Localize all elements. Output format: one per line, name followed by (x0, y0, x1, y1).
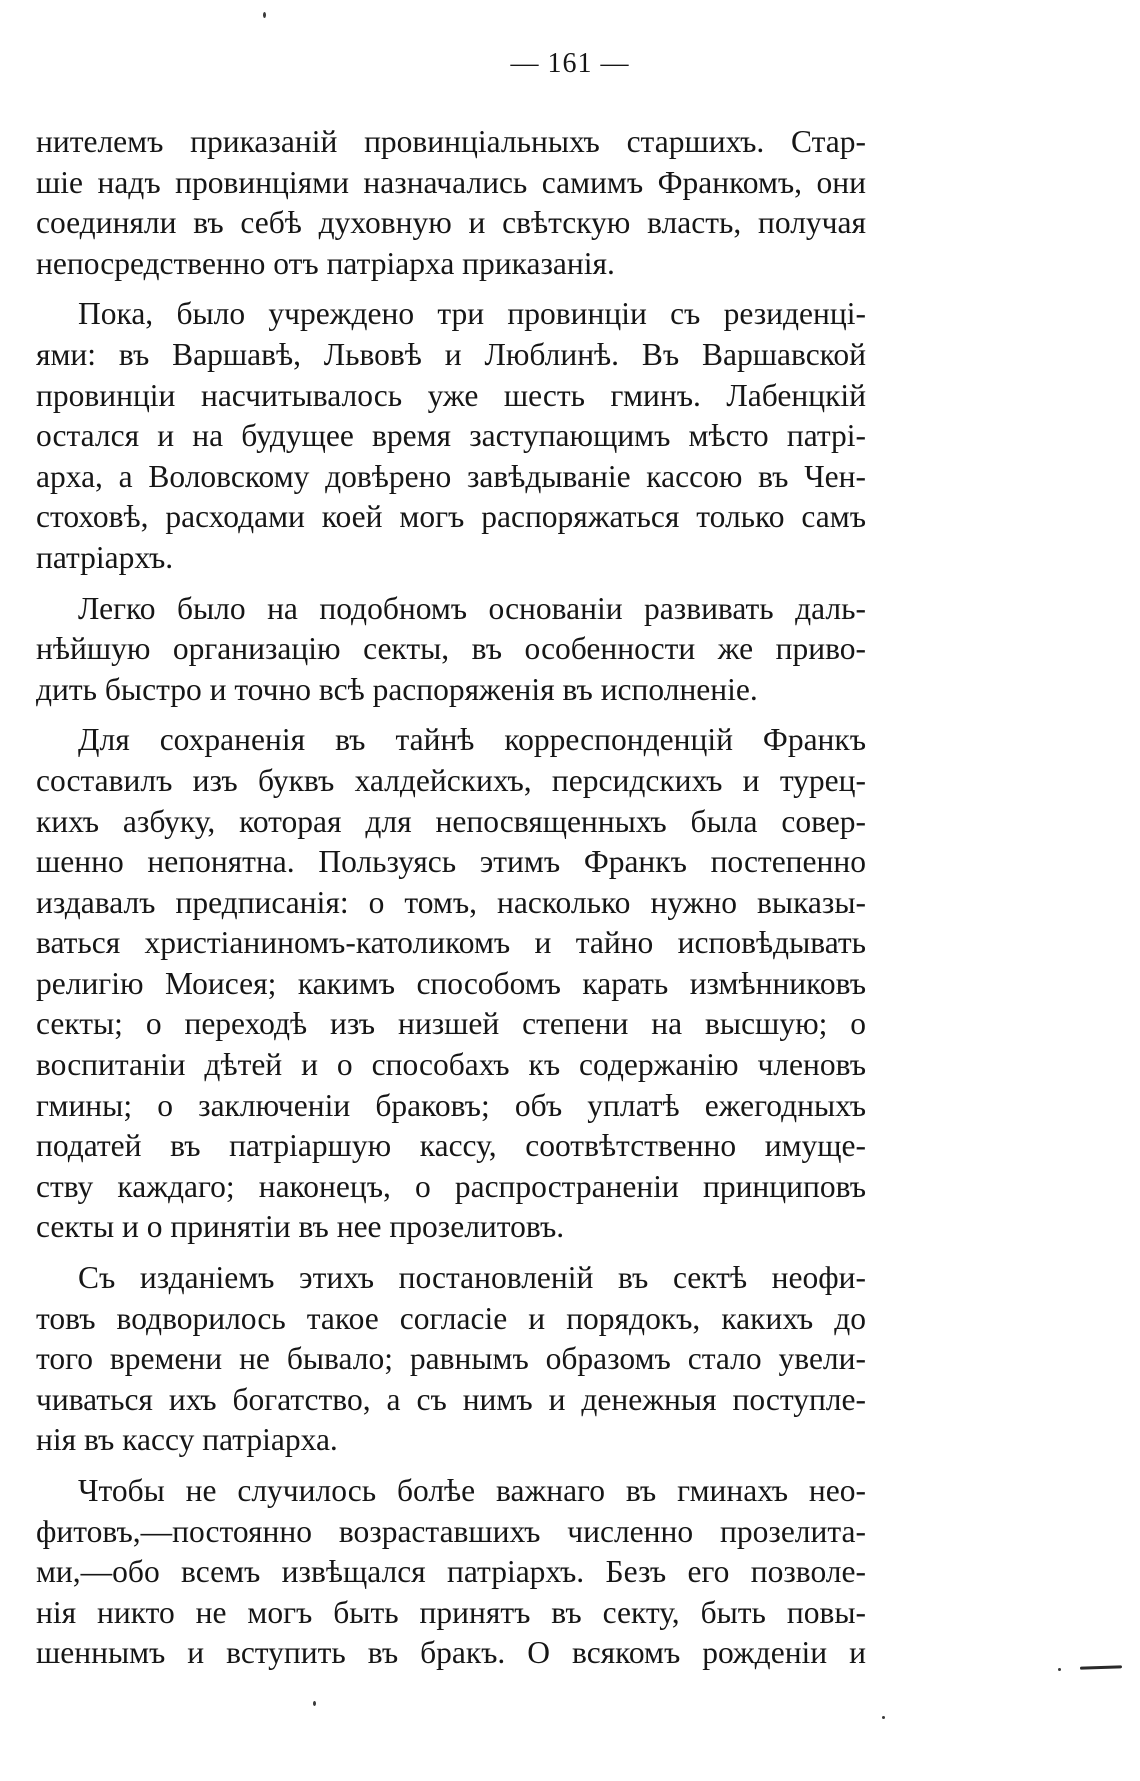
text-line: нія никто не могъ быть принятъ въ секту, быть повы- (36, 1594, 866, 1630)
text-line: ями: въ Варшавѣ, Львовѣ и Люблинѣ. Въ Варшавской (36, 336, 866, 372)
text-line: того времени не бывало; равнымъ образомъ стало увели- (36, 1341, 866, 1377)
text-line: провинціи насчитывалось уже шесть гминъ. Лабенцкій (36, 377, 866, 413)
text-line: нителемъ приказаній провинціальныхъ старшихъ. Стар- (36, 124, 866, 159)
paragraph (36, 1471, 866, 1674)
text-line: шеннымъ и вступить въ бракъ. О всякомъ рожденіи и (36, 1635, 866, 1671)
text-line: Для сохраненія въ тайнѣ корреспонденцій Франкъ (78, 722, 866, 758)
text-line: патріархъ. (36, 539, 174, 575)
text-line: арха, а Воловскому довѣрено завѣдываніе кассою въ Чен- (36, 458, 866, 494)
scan-speck (1058, 1668, 1061, 1671)
text-line: нія въ кассу патріарха. (36, 1422, 338, 1458)
page-number: — 161 — (510, 48, 630, 79)
scan-speck (313, 1701, 316, 1706)
paragraph-gap (36, 1248, 866, 1258)
text-line: шіе надъ провинціями назначались самимъ Франкомъ, они (36, 164, 866, 200)
paragraph (36, 294, 866, 578)
text-line: Пока, было учреждено три провинціи съ резиденці- (78, 296, 866, 332)
paragraph-gap (36, 1461, 866, 1471)
paragraph-gap (36, 710, 866, 720)
text-line: секты; о переходѣ изъ низшей степени на высшую; о (36, 1006, 866, 1042)
text-line: товъ водворилось такое согласіе и порядокъ, какихъ до (36, 1300, 866, 1336)
paragraph (36, 720, 866, 1248)
paragraph-gap (36, 579, 866, 589)
text-line: составилъ изъ буквъ халдейскихъ, персидскихъ и турец- (36, 762, 866, 798)
paragraph-gap (36, 284, 866, 294)
text-line: фитовъ,—постоянно возраставшихъ численно прозелита- (36, 1513, 866, 1549)
text-line: ству каждаго; наконецъ, о распространеніи принциповъ (36, 1168, 866, 1204)
text-line: дить быстро и точно всѣ распоряженія въ исполненіе. (36, 671, 758, 707)
text-line: остался и на будущее время заступающимъ мѣсто патрі- (36, 418, 866, 454)
text-line: ваться христіаниномъ-католикомъ и тайно исповѣдывать (36, 925, 866, 961)
text-line: воспитаніи дѣтей и о способахъ къ содержанію членовъ (36, 1047, 866, 1083)
paragraph (36, 589, 866, 711)
text-line: Чтобы не случилось болѣе важнаго въ гминахъ нео- (78, 1473, 866, 1508)
text-line: стоховѣ, расходами коей могъ распоряжаться только самъ (36, 499, 866, 535)
text-line: податей въ патріаршую кассу, соотвѣтственно имуще- (36, 1128, 866, 1164)
text-line: кихъ азбуку, которая для непосвященныхъ была совер- (36, 803, 866, 839)
text-line: нѣйшую организацію секты, въ особенности же приво- (36, 631, 866, 667)
scan-mark (1080, 1665, 1122, 1669)
text-line: соединяли въ себѣ духовную и свѣтскую власть, получая (36, 205, 866, 241)
scan-speck (263, 12, 266, 18)
paragraph (36, 1258, 866, 1461)
text-line: издавалъ предписанія: о томъ, насколько нужно выказы- (36, 884, 866, 920)
text-line: ми,—обо всемъ извѣщался патріархъ. Безъ его позволе- (36, 1554, 866, 1590)
text-line: шенно непонятна. Пользуясь этимъ Франкъ постепенно (36, 844, 866, 880)
text-line: секты и о принятіи въ нее прозелитовъ. (36, 1209, 565, 1245)
text-line: религію Моисея; какимъ способомъ карать измѣнниковъ (36, 965, 866, 1001)
text-line: гмины; о заключеніи браковъ; объ уплатѣ ежегодныхъ (36, 1087, 866, 1123)
paragraph (36, 122, 866, 284)
text-line: Съ изданіемъ этихъ постановленій въ сектѣ неофи- (78, 1260, 866, 1296)
text-line: Легко было на подобномъ основаніи развивать даль- (78, 590, 866, 626)
body-text (36, 122, 866, 1674)
text-line: чиваться ихъ богатство, а съ нимъ и денежныя поступле- (36, 1381, 866, 1417)
scan-speck (882, 1716, 885, 1719)
text-line: непосредственно отъ патріарха приказанія. (36, 245, 615, 281)
